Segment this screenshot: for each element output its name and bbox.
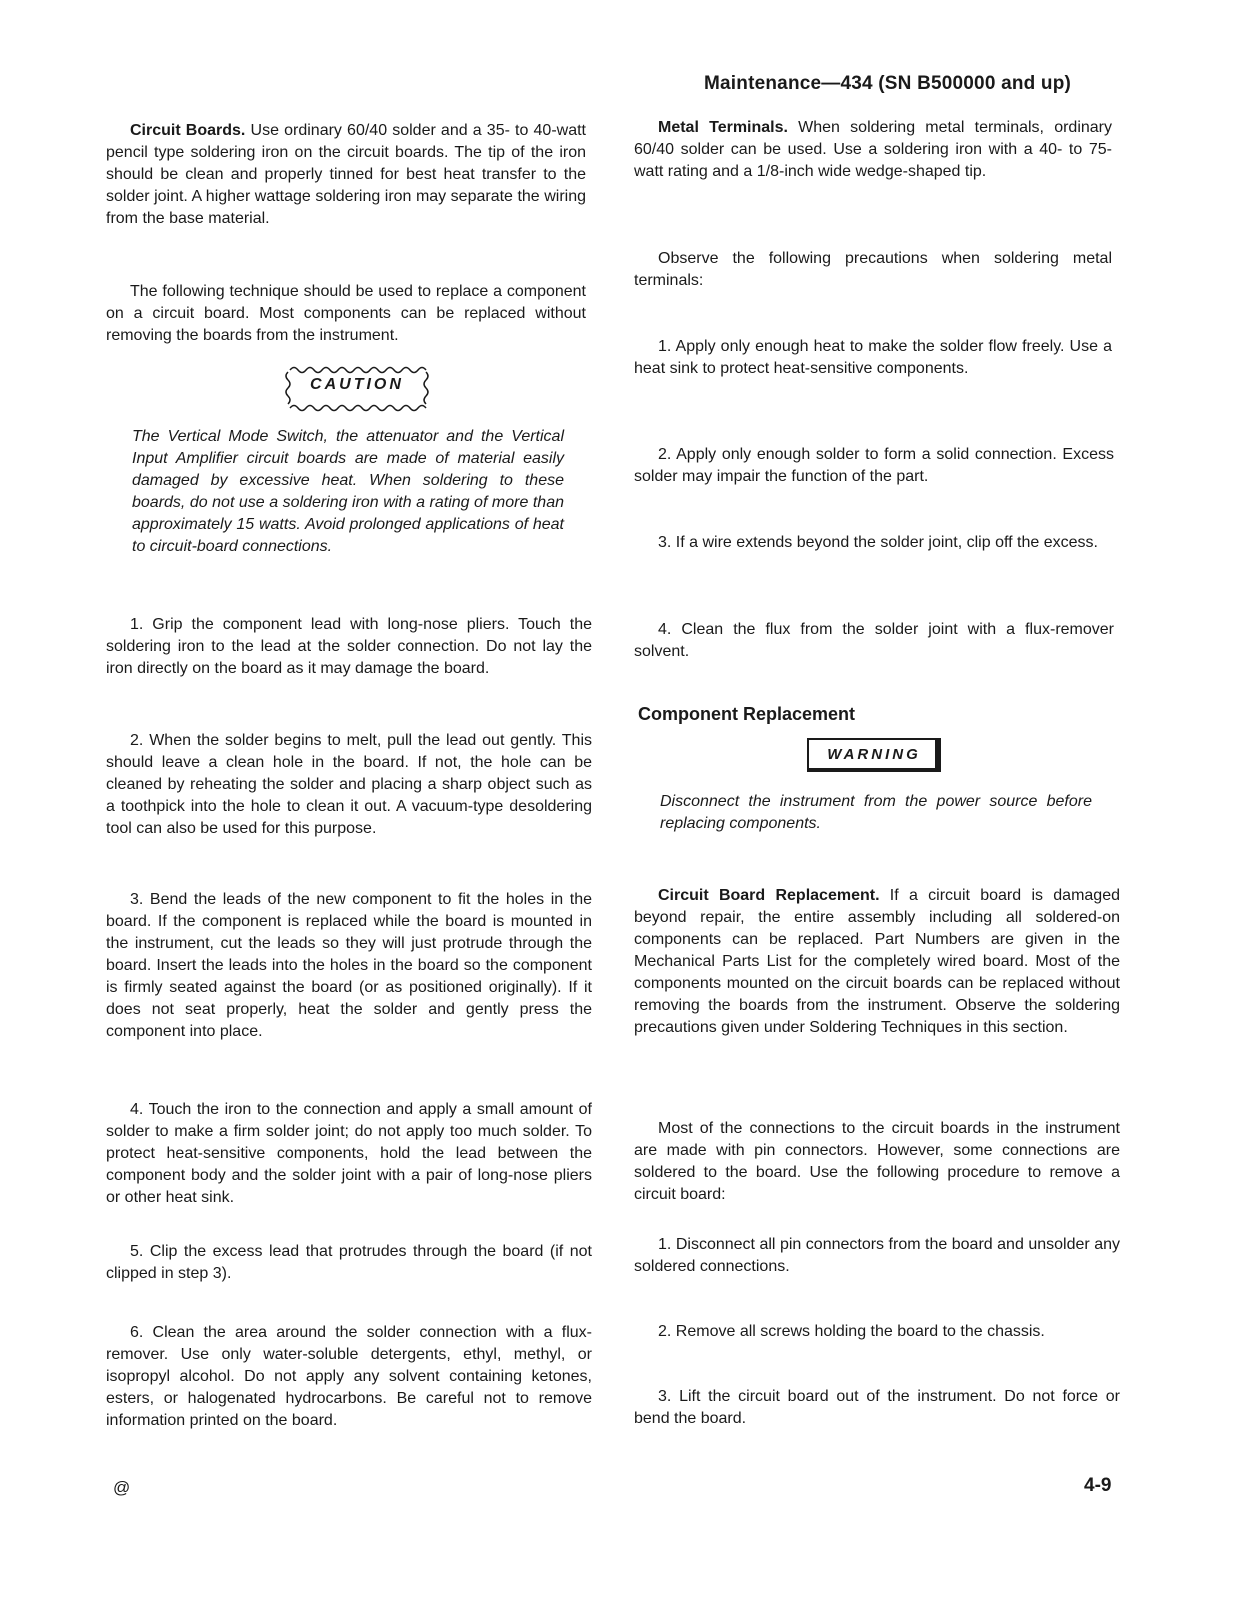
step-2: 2. When the solder begins to melt, pull the lead out gently. This should leave a clean hole in the board. If not, the hole can be cleaned by reheating the solder and placing a sharp object such as a toothpick into the hole to clean it out. A vacuum-type desoldering tool can also be used for this purpose. <box>106 732 592 837</box>
component-replacement-heading: Component Replacement <box>638 704 856 724</box>
circuit-boards-title: Circuit Boards. <box>130 122 246 139</box>
precaution-4: 4. Clean the flux from the solder joint with a flux-remover solvent. <box>634 621 1114 660</box>
warning-box <box>807 738 947 778</box>
circuit-board-replacement-title: Circuit Board Replacement. <box>658 887 880 904</box>
circuit-boards-body: Use ordinary 60/40 solder and a 35- to 40-watt pencil type soldering iron on the circuit boards. The tip of the iron should be clean and properly tinned for best heat transfer to the solder joint. A higher wattage soldering iron may separate the wiring from the base material. <box>106 122 587 227</box>
metal-terminals-title: Metal Terminals. <box>658 119 788 136</box>
precaution-1: 1. Apply only enough heat to make the solder flow freely. Use a heat sink to protect heat-sensitive components. <box>634 338 1112 377</box>
metal-terminals-paragraph <box>634 117 1112 183</box>
precaution-2: 2. Apply only enough solder to form a solid connection. Excess solder may impair the function of the part. <box>634 446 1114 485</box>
step-4: 4. Touch the iron to the connection and apply a small amount of solder to make a firm solder joint; do not apply too much solder. To protect heat-sensitive components, hold the lead between the component body and the solder joint with a pair of long-nose pliers or other heat sink. <box>106 1101 592 1206</box>
technique-intro: The following technique should be used to replace a component on a circuit board. Most components can be replaced without removing the boards from the instrument. <box>106 283 586 344</box>
warning-text: Disconnect the instrument from the power source before replacing components. <box>660 793 1092 832</box>
removal-step-2: 2. Remove all screws holding the board to the chassis. <box>658 1323 1045 1340</box>
precautions-intro: Observe the following precautions when soldering metal terminals: <box>634 250 1112 289</box>
step-6: 6. Clean the area around the solder connection with a flux-remover. Use only water-soluble detergents, ethyl, methyl, or isopropyl alcohol. Do not apply any solvent containing ketones, esters, or halogenated hydrocarbons. Be careful not to remove information printed on the board. <box>106 1324 592 1429</box>
step-1: 1. Grip the component lead with long-nose pliers. Touch the soldering iron to the lead at the solder connection. Do not lay the iron directly on the board as it may damage the board. <box>106 616 592 677</box>
caution-label: CAUTION <box>310 376 404 393</box>
circuit-board-replacement-body: If a circuit board is damaged beyond repair, the entire assembly including all soldered-on components can be replaced. Part Numbers are given in the Mechanical Parts List for the completely wired board. Most of the components mounted on the circuit boards can be replaced without removing the boards from the instrument. Observe the soldering precautions given under Soldering Techniques in this section. <box>634 887 1121 1036</box>
metal-terminals-body: When soldering metal terminals, ordinary 60/40 solder can be used. Use a soldering iron with a 40- to 75-watt rating and a 1/8-inch wide wedge-shaped tip. <box>634 119 1113 180</box>
footer-symbol: @ <box>113 1478 131 1497</box>
connections-intro: Most of the connections to the circuit boards in the instrument are made with pin connectors. However, some connections are soldered to the board. Use the following procedure to remove a circuit board: <box>634 1120 1120 1203</box>
page-header: Maintenance—434 (SN B500000 and up) <box>704 73 1072 94</box>
caution-text: The Vertical Mode Switch, the attenuator and the Vertical Input Amplifier circuit boards are made of material easily damaged by excessive heat. When soldering to these boards, do not use a soldering iron with a rating of more than approximately 15 watts. Avoid prolonged applications of heat to circuit-board connections. <box>132 428 564 555</box>
warning-label: WARNING <box>827 746 921 763</box>
precaution-3: 3. If a wire extends beyond the solder joint, clip off the excess. <box>658 534 1098 551</box>
step-5: 5. Clip the excess lead that protrudes through the board (if not clipped in step 3). <box>106 1243 592 1282</box>
circuit-board-replacement-paragraph <box>634 885 1120 1039</box>
page-number: 4-9 <box>1084 1475 1112 1496</box>
caution-box <box>284 362 430 414</box>
step-3: 3. Bend the leads of the new component to fit the holes in the board. If the component is replaced while the board is mounted in the instrument, cut the leads so they will just protrude through the board. Insert the leads into the holes in the board so the component is firmly seated against the board (or as positioned originally). If it does not seat properly, heat the solder and gently press the component into place. <box>106 891 592 1040</box>
removal-step-1: 1. Disconnect all pin connectors from the board and unsolder any soldered connections. <box>634 1236 1120 1275</box>
removal-step-3: 3. Lift the circuit board out of the instrument. Do not force or bend the board. <box>634 1388 1120 1427</box>
circuit-boards-paragraph <box>106 120 586 230</box>
